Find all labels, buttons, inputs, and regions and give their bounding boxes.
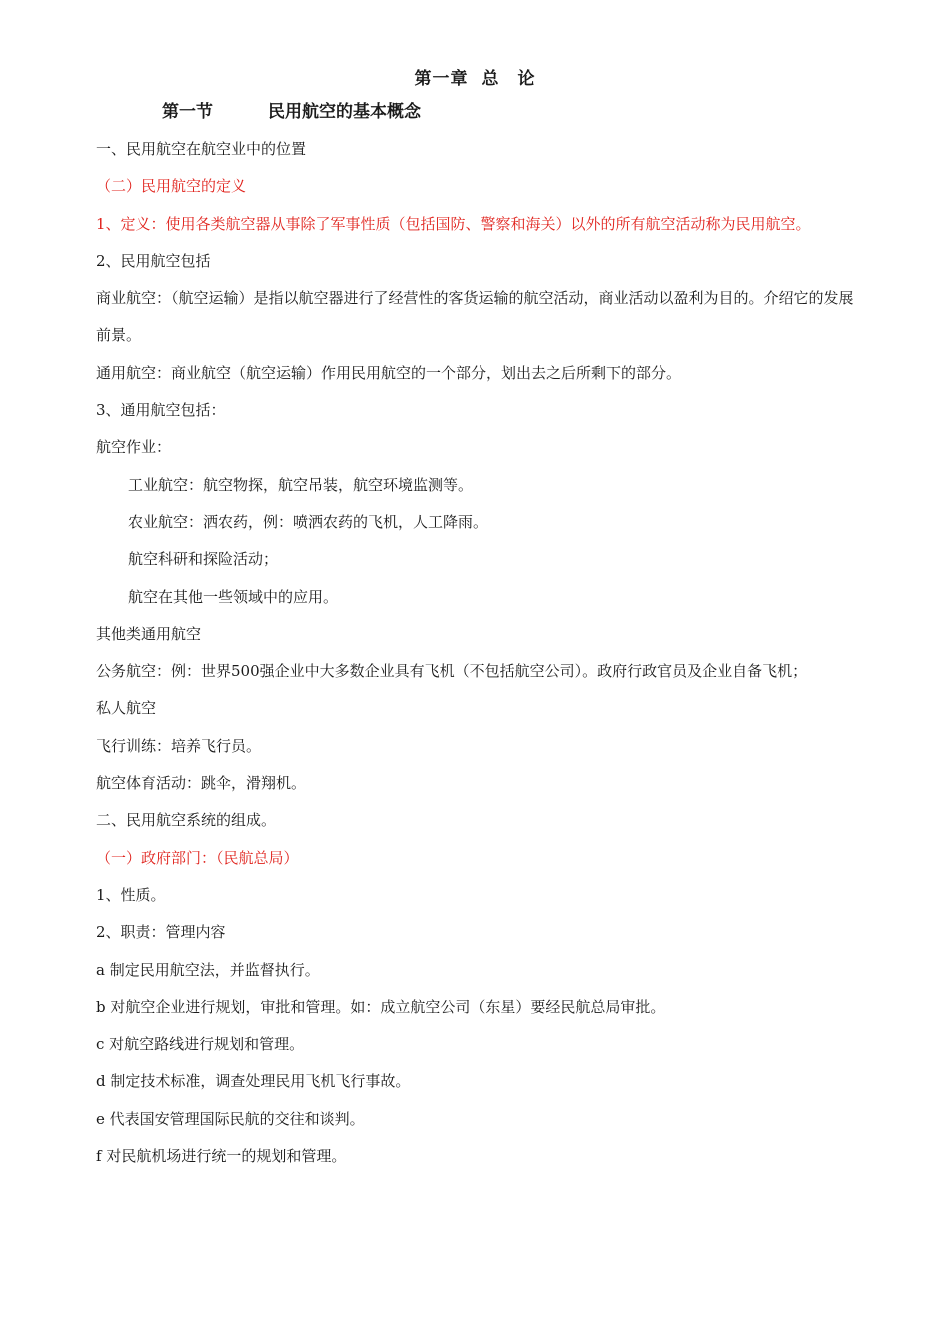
industrial-aviation-item: 工业航空：航空物探，航空吊装，航空环境监测等。: [128, 475, 474, 494]
nature-item: 1、性质。: [96, 885, 166, 904]
commercial-aviation-paragraph: 商业航空：（航空运输）是指以航空器进行了经营性的客货运输的航空活动，商业活动以盈利为目的。介绍它的发展前景。: [96, 289, 854, 345]
civil-aviation-includes: 2、民用航空包括: [96, 251, 211, 270]
other-general-aviation-heading: 其他类通用航空: [96, 624, 202, 643]
general-aviation-paragraph: 通用航空：商业航空（航空运输）作用民用航空的一个部分，划出去之后所剩下的部分。: [96, 363, 682, 382]
research-exploration-item: 航空科研和探险活动；: [128, 550, 279, 569]
duty-item-b: b 对航空企业进行规划，审批和管理。如：成立航空公司（东星）要经民航总局审批。: [96, 997, 666, 1016]
duty-item-c: c 对航空路线进行规划和管理。: [96, 1035, 305, 1054]
heading-position-in-aviation: 一、民用航空在航空业中的位置: [96, 140, 307, 158]
private-aviation-item: 私人航空: [96, 699, 157, 718]
duty-item-e: e 代表国安管理国际民航的交往和谈判。: [96, 1109, 365, 1128]
duty-item-a: a 制定民用航空法，并监督执行。: [96, 960, 320, 979]
flight-training-item: 飞行训练：培养飞行员。: [96, 736, 262, 755]
subheading-definition: （二）民用航空的定义: [96, 177, 247, 196]
definition-paragraph: 1、定义：使用各类航空器从事除了军事性质（包括国防、警察和海关）以外的所有航空活动称为民用航空。: [96, 214, 811, 233]
business-aviation-paragraph: 公务航空：例：世界500强企业中大多数企业具有飞机（不包括航空公司）。政府行政官员及企业自备飞机；: [96, 662, 808, 681]
section-title: 民用航空的基本概念: [268, 102, 421, 122]
document-body: [96, 131, 864, 1175]
other-applications-item: 航空在其他一些领域中的应用。: [128, 587, 339, 606]
aviation-operations-heading: 航空作业：: [96, 438, 172, 457]
section-heading: [162, 97, 421, 122]
chapter-title: 第一章 总 论: [414, 69, 536, 89]
section-number: 第一节: [162, 102, 213, 122]
aviation-sports-item: 航空体育活动：跳伞，滑翔机。: [96, 774, 307, 793]
duty-item-d: d 制定技术标准，调查处理民用飞机飞行事故。: [96, 1072, 411, 1091]
government-department-subheading: （一）政府部门：（民航总局）: [96, 848, 299, 867]
duties-item: 2、职责：管理内容: [96, 923, 226, 942]
agricultural-aviation-item: 农业航空：洒农药，例：喷洒农药的飞机，人工降雨。: [128, 512, 489, 531]
duty-item-f: f 对民航机场进行统一的规划和管理。: [96, 1147, 347, 1166]
general-aviation-includes: 3、通用航空包括：: [96, 401, 226, 420]
system-composition-heading: 二、民用航空系统的组成。: [96, 811, 277, 830]
